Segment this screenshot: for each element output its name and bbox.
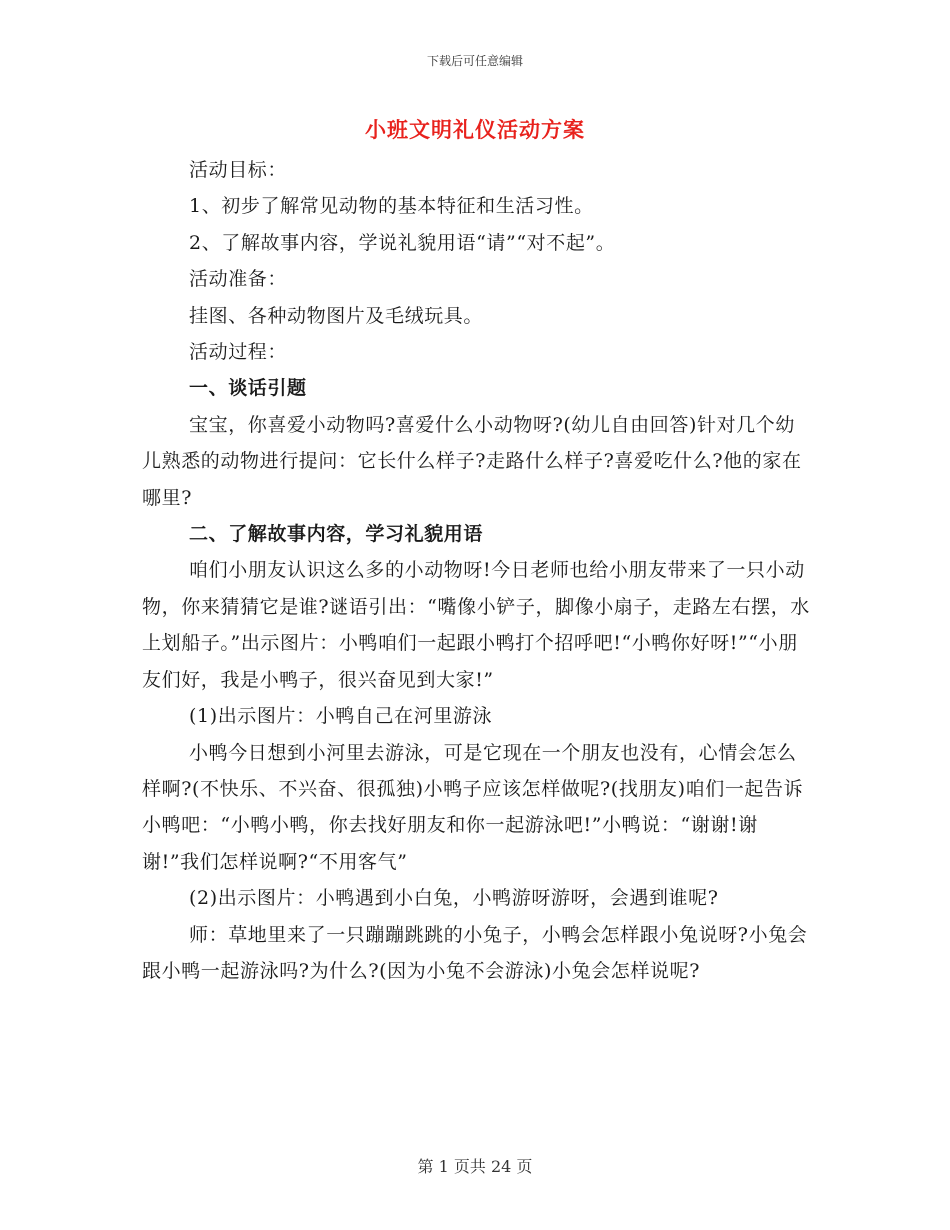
- page-indicator: 第 1 页共 24 页: [417, 1157, 533, 1176]
- section-heading-preparation: 活动准备：: [189, 268, 288, 291]
- step-heading-1: 一、谈话引题: [189, 377, 307, 400]
- paragraph-rabbit: 师：草地里来了一只蹦蹦跳跳的小兔子，小鸭会怎样跟小兔说呀?小兔会跟小鸭一起游泳吗?为什么?(因为小兔不会游泳)小兔会怎样说呢?: [142, 923, 808, 982]
- sub-step-1: (1)出示图片：小鸭自己在河里游泳: [189, 705, 493, 728]
- section-heading-goals: 活动目标：: [189, 159, 288, 181]
- goal-item-2: 2、了解故事内容，学说礼貌用语“请”“对不起”。: [189, 231, 616, 254]
- paragraph-duck-alone: 小鸭今日想到小河里去游泳，可是它现在一个朋友也没有，心情会怎么样啊?(不快乐、不兴奋、很孤独)小鸭子应该怎样做呢?(找朋友)咱们一起告诉小鸭吧：“小鸭小鸭，你去找好朋友和你一起游泳吧!”小鸭说：“谢谢!谢谢!”我们怎样说啊?“不用客气”: [142, 741, 804, 873]
- paragraph-riddle: 咱们小朋友认识这么多的小动物呀!今日老师也给小朋友带来了一只小动物，你来猜猜它是谁?谜语引出：“嘴像小铲子，脚像小扇子，走路左右摆，水上划船子。”出示图片：小鸭咱们一起跟小鸭打个招呼吧!“小鸭你好呀!”“小朋友们好，我是小鸭子，很兴奋见到大家!”: [142, 559, 810, 691]
- document-title: 小班文明礼仪活动方案: [365, 117, 585, 142]
- section-heading-process: 活动过程：: [189, 341, 288, 364]
- step-heading-2: 二、了解故事内容，学习礼貌用语: [189, 523, 484, 546]
- document-body: [142, 152, 814, 989]
- goal-item-1: 1、初步了解常见动物的基本特征和生活习性。: [189, 195, 594, 218]
- preparation-text: 挂图、各种动物图片及毛绒玩具。: [189, 304, 484, 327]
- header-note: 下载后可任意编辑: [426, 54, 523, 68]
- sub-step-2: (2)出示图片：小鸭遇到小白兔，小鸭游呀游呀，会遇到谁呢?: [189, 887, 719, 910]
- paragraph-intro-talk: 宝宝，你喜爱小动物吗?喜爱什么小动物呀?(幼儿自由回答)针对几个幼儿熟悉的动物进行提问：它长什么样子?走路什么样子?喜爱吃什么?他的家在哪里?: [142, 413, 802, 509]
